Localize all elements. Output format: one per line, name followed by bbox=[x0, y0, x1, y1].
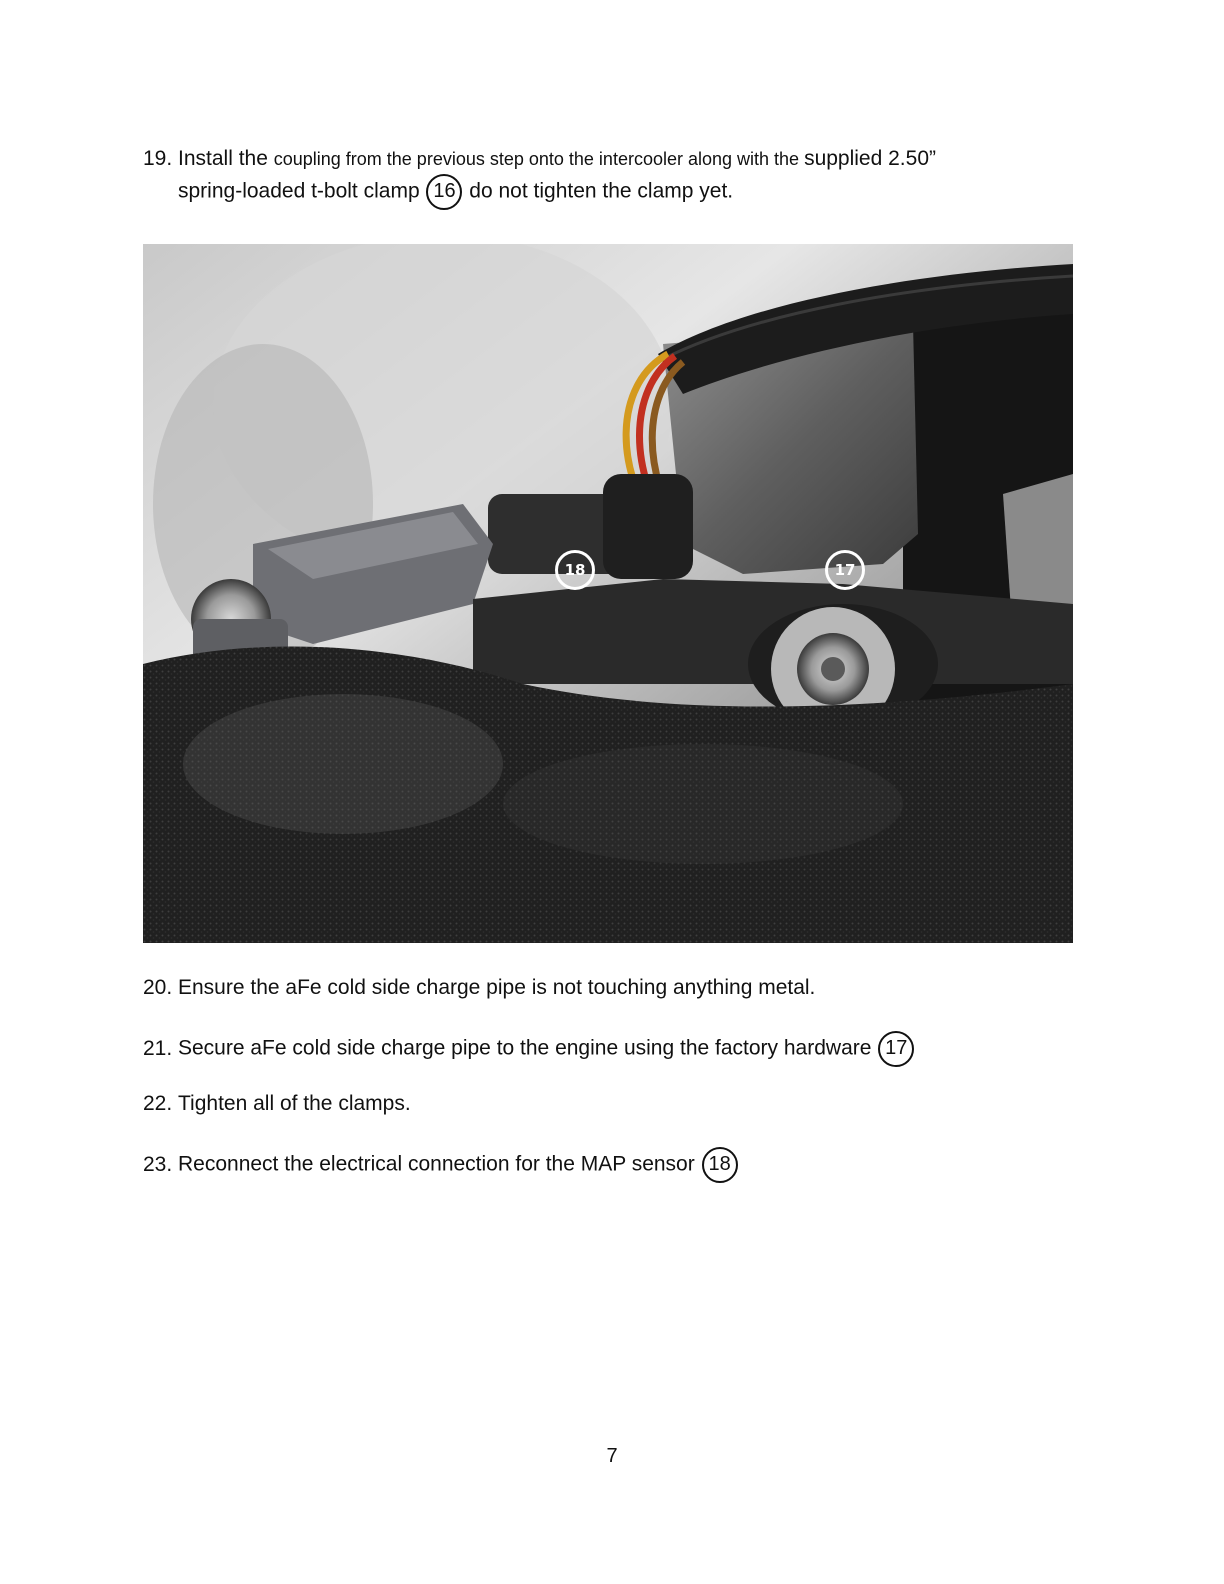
photo-callout-17: 17 bbox=[825, 550, 865, 590]
step-text: supplied 2.50” bbox=[804, 147, 936, 170]
step-text: coupling from the previous step onto the intercooler along with the bbox=[273, 149, 805, 169]
callout-badge: 18 bbox=[702, 1147, 738, 1183]
step-text: Tighten all of the clamps. bbox=[178, 1092, 411, 1115]
step-number: 22. bbox=[143, 1092, 173, 1115]
page-number: 7 bbox=[606, 1445, 618, 1467]
step-text: Reconnect the electrical connection for the MAP sensor bbox=[178, 1152, 695, 1176]
step-number: 20. bbox=[143, 976, 173, 999]
step-number: 21. bbox=[143, 1036, 173, 1060]
step-19 bbox=[143, 144, 936, 210]
callout-badge: 16 bbox=[426, 174, 462, 210]
callout-badge: 17 bbox=[878, 1031, 914, 1067]
step-number: 19. bbox=[143, 147, 173, 170]
step-text: spring-loaded t-bolt clamp bbox=[178, 179, 426, 203]
step-text: do not tighten the clamp yet. bbox=[463, 179, 734, 203]
step-23 bbox=[143, 1147, 739, 1183]
step-continuation bbox=[143, 174, 936, 210]
step-20 bbox=[143, 973, 815, 1002]
engine-bay-photo bbox=[143, 244, 1073, 943]
step-21 bbox=[143, 1031, 915, 1067]
step-text: Secure aFe cold side charge pipe to the engine using the factory hardware bbox=[178, 1036, 872, 1060]
photo-callout-18: 18 bbox=[555, 550, 595, 590]
step-22 bbox=[143, 1089, 411, 1118]
step-text: Ensure the aFe cold side charge pipe is not touching anything metal. bbox=[178, 976, 816, 999]
step-number: 23. bbox=[143, 1152, 173, 1176]
step-text: Install the bbox=[178, 147, 274, 170]
photo-illustration bbox=[143, 244, 1073, 943]
